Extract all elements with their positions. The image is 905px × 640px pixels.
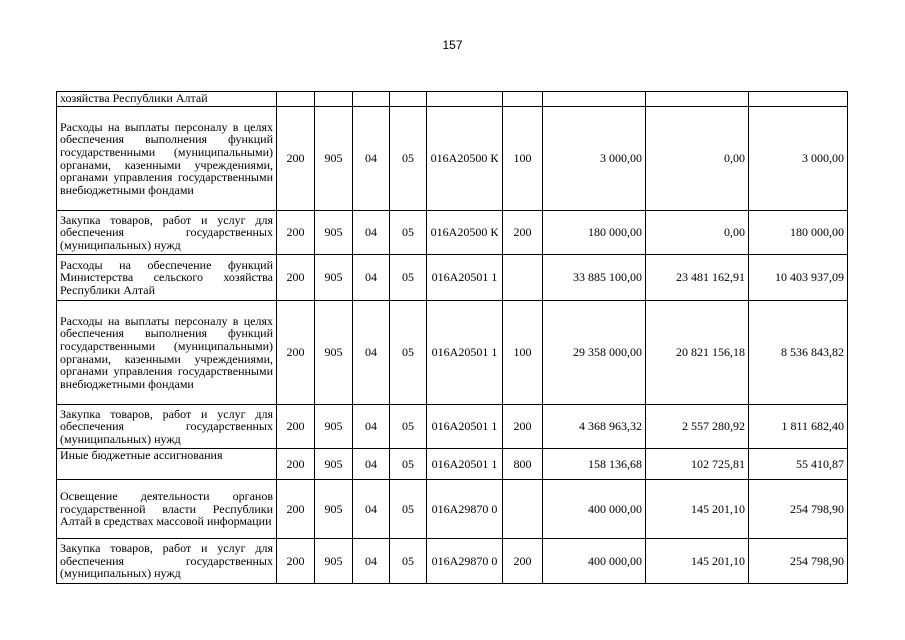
row-code-2: 905: [315, 301, 353, 405]
budget-table: [56, 91, 848, 584]
row-value-3: [749, 92, 848, 107]
row-value-3: 254 798,90: [749, 480, 848, 539]
row-code-4: 05: [390, 449, 427, 480]
row-value-1: 180 000,00: [543, 211, 646, 255]
row-code-1: 200: [277, 480, 315, 539]
table-row: [57, 539, 848, 584]
row-code-4: 05: [390, 405, 427, 449]
table-row: [57, 449, 848, 480]
row-value-1: 33 885 100,00: [543, 255, 646, 301]
row-value-3: 55 410,87: [749, 449, 848, 480]
row-target-article: 016A29870 0: [427, 539, 503, 584]
row-code-4: [390, 92, 427, 107]
row-value-1: 400 000,00: [543, 539, 646, 584]
row-code-3: 04: [353, 405, 390, 449]
row-expense-type: 100: [503, 107, 543, 211]
row-code-2: 905: [315, 449, 353, 480]
table-row: [57, 107, 848, 211]
row-name: Закупка товаров, работ и услуг для обеспечения государственных (муниципальных) нужд: [57, 539, 277, 584]
row-expense-type: 800: [503, 449, 543, 480]
table-row: [57, 301, 848, 405]
row-expense-type: 200: [503, 405, 543, 449]
row-code-1: 200: [277, 211, 315, 255]
row-value-2: 145 201,10: [646, 480, 749, 539]
row-code-1: [277, 92, 315, 107]
table-row: [57, 255, 848, 301]
row-code-4: 05: [390, 211, 427, 255]
row-value-2: 20 821 156,18: [646, 301, 749, 405]
table-row: [57, 92, 848, 107]
row-value-2: 23 481 162,91: [646, 255, 749, 301]
table-row: [57, 211, 848, 255]
row-name: Расходы на обеспечение функций Министерства сельского хозяйства Республики Алтай: [57, 255, 277, 301]
row-name: Иные бюджетные ассигнования: [57, 449, 277, 480]
row-value-1: 29 358 000,00: [543, 301, 646, 405]
row-target-article: [427, 92, 503, 107]
row-code-1: 200: [277, 107, 315, 211]
row-expense-type: 200: [503, 539, 543, 584]
row-target-article: 016A20500 К: [427, 211, 503, 255]
row-code-3: 04: [353, 255, 390, 301]
row-code-1: 200: [277, 449, 315, 480]
row-code-2: 905: [315, 107, 353, 211]
row-target-article: 016A20501 1: [427, 449, 503, 480]
row-value-3: 1 811 682,40: [749, 405, 848, 449]
row-name: Закупка товаров, работ и услуг для обеспечения государственных (муниципальных) нужд: [57, 405, 277, 449]
row-value-2: 2 557 280,92: [646, 405, 749, 449]
row-name: Закупка товаров, работ и услуг для обеспечения государственных (муниципальных) нужд: [57, 211, 277, 255]
row-code-2: [315, 92, 353, 107]
row-value-3: 254 798,90: [749, 539, 848, 584]
row-code-1: 200: [277, 405, 315, 449]
row-value-1: [543, 92, 646, 107]
table-row: [57, 480, 848, 539]
row-code-2: 905: [315, 539, 353, 584]
row-value-1: 4 368 963,32: [543, 405, 646, 449]
row-code-2: 905: [315, 405, 353, 449]
row-value-1: 158 136,68: [543, 449, 646, 480]
row-code-2: 905: [315, 211, 353, 255]
row-target-article: 016A20501 1: [427, 255, 503, 301]
row-code-4: 05: [390, 539, 427, 584]
row-value-3: 10 403 937,09: [749, 255, 848, 301]
row-value-1: 3 000,00: [543, 107, 646, 211]
row-code-4: 05: [390, 301, 427, 405]
row-code-3: 04: [353, 107, 390, 211]
row-code-2: 905: [315, 480, 353, 539]
row-target-article: 016A20500 К: [427, 107, 503, 211]
row-code-4: 05: [390, 255, 427, 301]
row-value-1: 400 000,00: [543, 480, 646, 539]
row-value-3: 8 536 843,82: [749, 301, 848, 405]
row-value-2: 0,00: [646, 211, 749, 255]
row-expense-type: 200: [503, 211, 543, 255]
row-code-1: 200: [277, 255, 315, 301]
row-target-article: 016A29870 0: [427, 480, 503, 539]
row-expense-type: 100: [503, 301, 543, 405]
row-name: Освещение деятельности органов государственной власти Республики Алтай в средствах массовой информации: [57, 480, 277, 539]
row-value-2: [646, 92, 749, 107]
row-code-3: 04: [353, 480, 390, 539]
row-code-4: 05: [390, 480, 427, 539]
row-value-2: 102 725,81: [646, 449, 749, 480]
row-code-3: 04: [353, 539, 390, 584]
row-value-3: 3 000,00: [749, 107, 848, 211]
row-code-2: 905: [315, 255, 353, 301]
row-target-article: 016A20501 1: [427, 301, 503, 405]
row-code-1: 200: [277, 301, 315, 405]
row-code-3: 04: [353, 301, 390, 405]
row-name: хозяйства Республики Алтай: [57, 92, 277, 107]
row-target-article: 016A20501 1: [427, 405, 503, 449]
row-value-3: 180 000,00: [749, 211, 848, 255]
row-expense-type: [503, 255, 543, 301]
page-number: 157: [442, 38, 463, 52]
row-value-2: 145 201,10: [646, 539, 749, 584]
row-code-3: 04: [353, 211, 390, 255]
row-code-3: 04: [353, 449, 390, 480]
table-row: [57, 405, 848, 449]
row-name: Расходы на выплаты персоналу в целях обеспечения выполнения функций государственными (муниципальными) органами, казенными учреждениями, органами управления государственными внебюджетными фондами: [57, 107, 277, 211]
row-code-3: [353, 92, 390, 107]
row-expense-type: [503, 480, 543, 539]
row-code-4: 05: [390, 107, 427, 211]
row-expense-type: [503, 92, 543, 107]
row-code-1: 200: [277, 539, 315, 584]
row-value-2: 0,00: [646, 107, 749, 211]
row-name: Расходы на выплаты персоналу в целях обеспечения выполнения функций государственными (муниципальными) органами, казенными учреждениями, органами управления государственными внебюджетными фондами: [57, 301, 277, 405]
